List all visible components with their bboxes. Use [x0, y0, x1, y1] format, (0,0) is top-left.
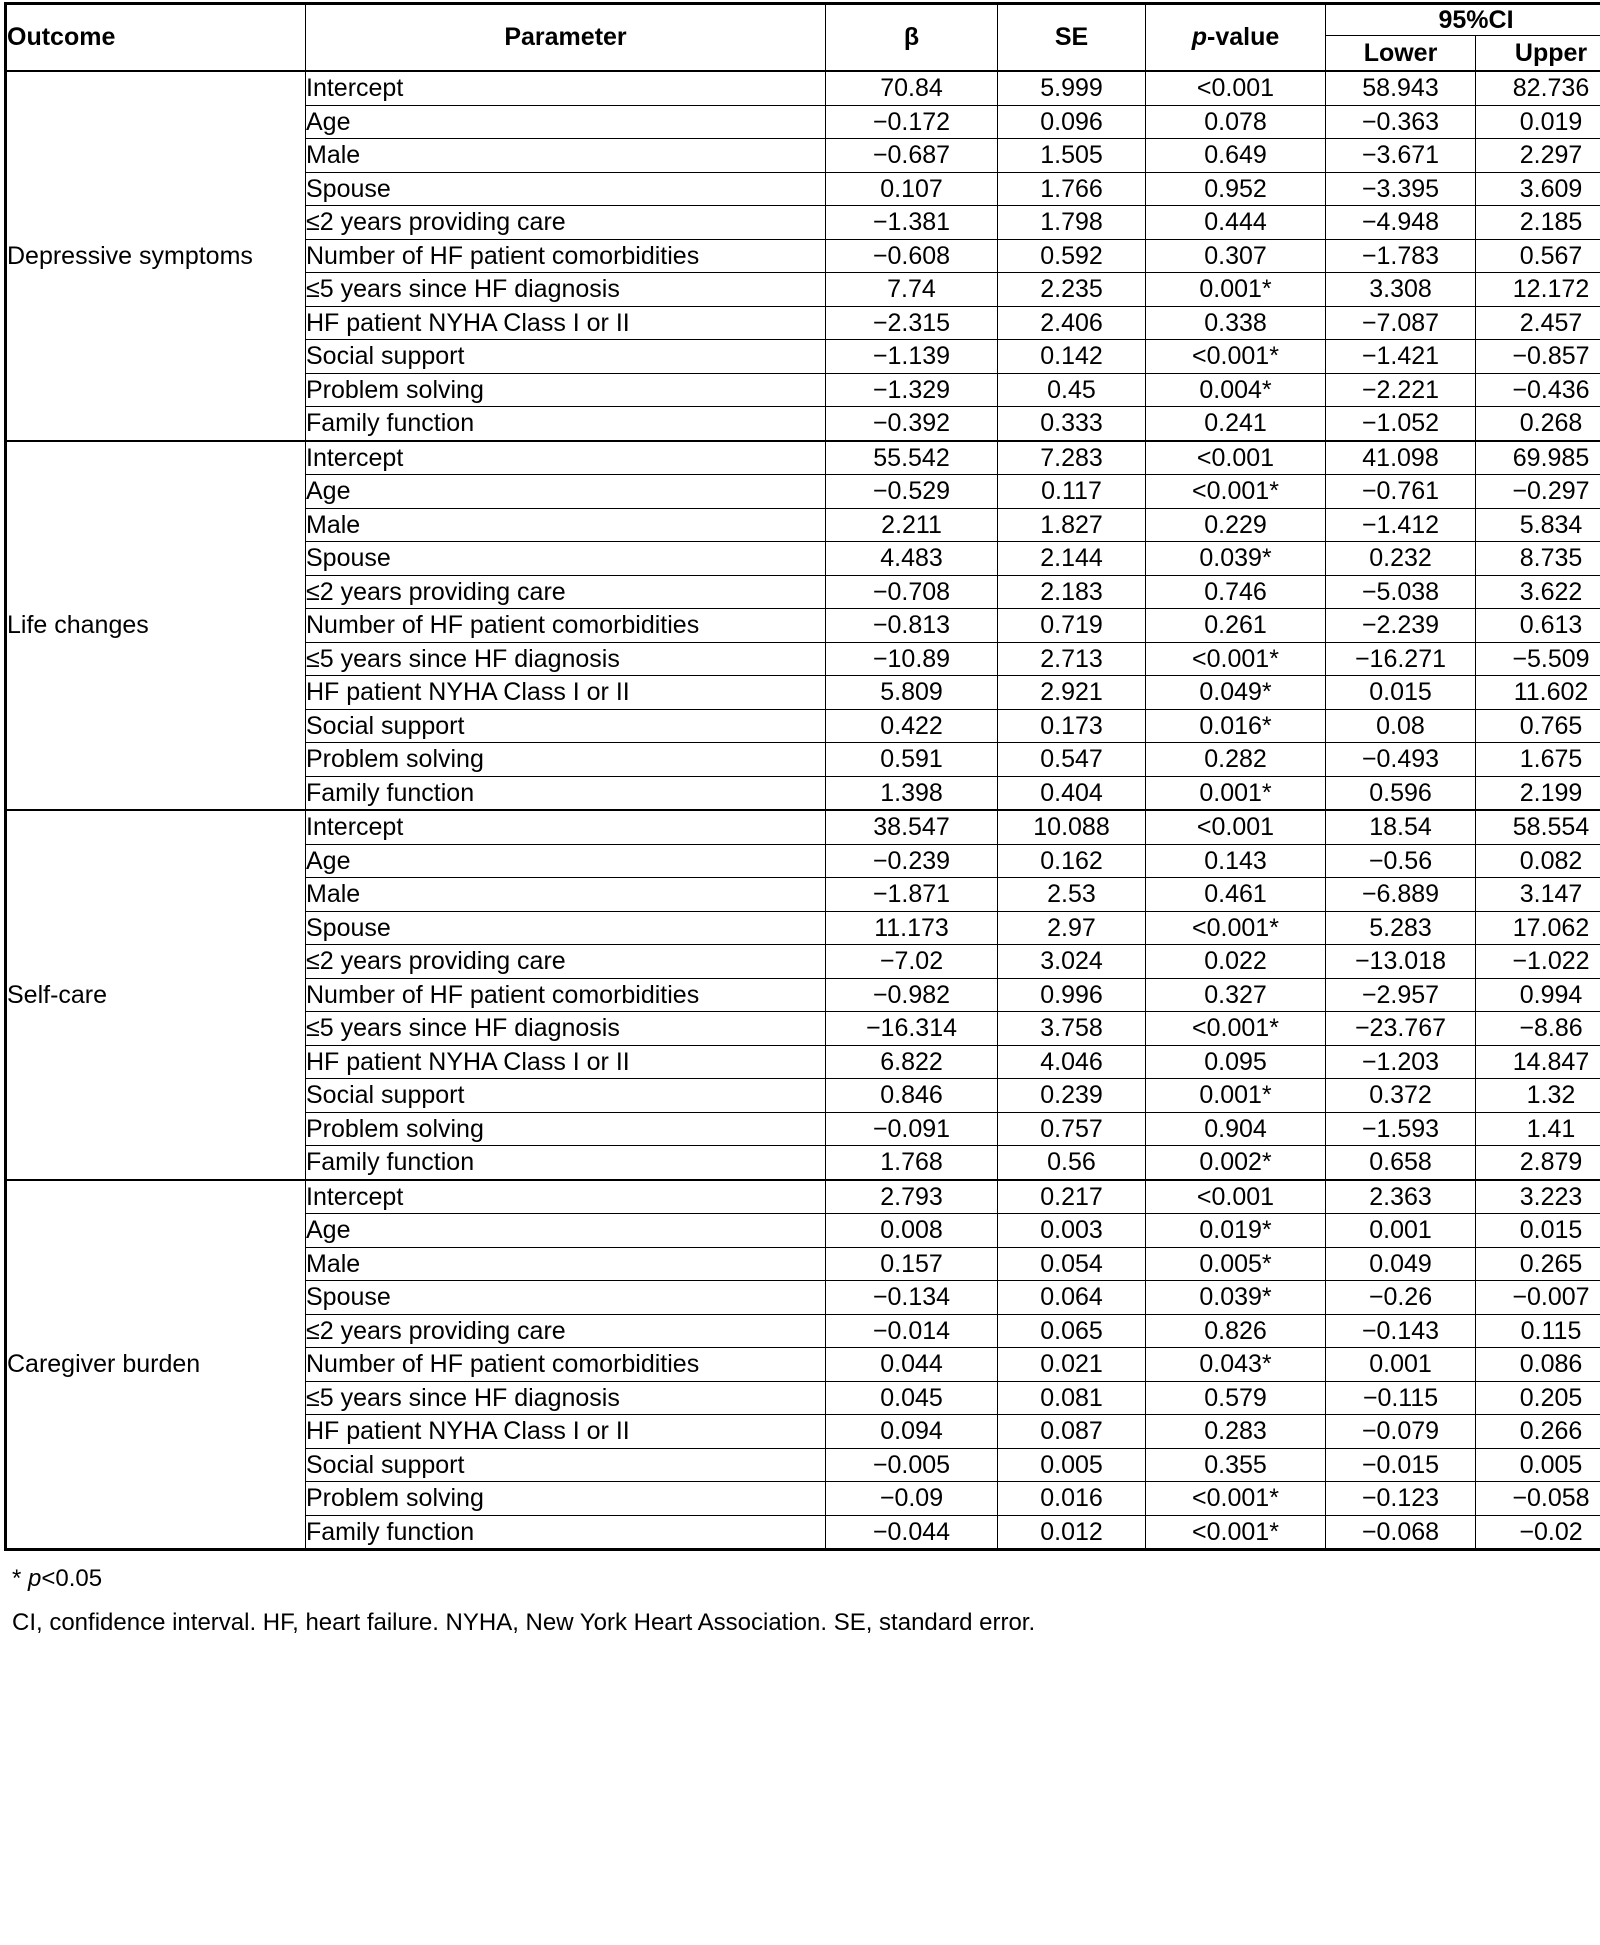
ci-upper-value: 0.567	[1476, 239, 1600, 273]
parameter-label: Intercept	[306, 441, 826, 475]
se-value: 0.087	[998, 1415, 1146, 1449]
se-value: 10.088	[998, 810, 1146, 844]
ci-lower-value: −1.203	[1326, 1045, 1476, 1079]
ci-lower-value: −2.957	[1326, 978, 1476, 1012]
ci-lower-value: −0.761	[1326, 475, 1476, 509]
beta-value: −0.608	[826, 239, 998, 273]
ci-lower-value: −0.26	[1326, 1281, 1476, 1315]
parameter-label: ≤2 years providing care	[306, 575, 826, 609]
ci-lower-value: −3.671	[1326, 139, 1476, 173]
outcome-label: Caregiver burden	[6, 1180, 306, 1550]
ci-lower-value: −16.271	[1326, 642, 1476, 676]
p-value: 0.355	[1146, 1448, 1326, 1482]
ci-upper-value: −0.436	[1476, 373, 1600, 407]
parameter-label: Male	[306, 1247, 826, 1281]
p-value: 0.002*	[1146, 1146, 1326, 1180]
ci-lower-value: −4.948	[1326, 206, 1476, 240]
ci-upper-value: 17.062	[1476, 911, 1600, 945]
ci-lower-value: −0.363	[1326, 105, 1476, 139]
beta-value: −0.091	[826, 1112, 998, 1146]
ci-upper-value: −8.86	[1476, 1012, 1600, 1046]
beta-value: 2.793	[826, 1180, 998, 1214]
parameter-label: ≤5 years since HF diagnosis	[306, 1012, 826, 1046]
ci-upper-value: 0.994	[1476, 978, 1600, 1012]
p-value: 0.338	[1146, 306, 1326, 340]
p-value: <0.001	[1146, 441, 1326, 475]
beta-value: 0.045	[826, 1381, 998, 1415]
se-value: 0.142	[998, 340, 1146, 374]
parameter-label: Problem solving	[306, 1112, 826, 1146]
p-value: <0.001*	[1146, 1482, 1326, 1516]
parameter-label: Number of HF patient comorbidities	[306, 1348, 826, 1382]
ci-upper-value: 2.879	[1476, 1146, 1600, 1180]
p-value: 0.261	[1146, 609, 1326, 643]
se-value: 0.56	[998, 1146, 1146, 1180]
ci-upper-value: 2.297	[1476, 139, 1600, 173]
parameter-label: Family function	[306, 407, 826, 441]
table-row	[6, 71, 1600, 105]
ci-upper-value: 5.834	[1476, 508, 1600, 542]
column-header-ci-upper: Upper	[1476, 36, 1600, 72]
parameter-label: Male	[306, 878, 826, 912]
p-value: 0.327	[1146, 978, 1326, 1012]
ci-upper-value: 58.554	[1476, 810, 1600, 844]
p-value: 0.001*	[1146, 776, 1326, 810]
p-value: 0.022	[1146, 945, 1326, 979]
column-header-ci: 95%CI	[1326, 4, 1600, 36]
beta-value: −0.134	[826, 1281, 998, 1315]
p-value: 0.746	[1146, 575, 1326, 609]
se-value: 0.404	[998, 776, 1146, 810]
ci-upper-value: −0.007	[1476, 1281, 1600, 1315]
se-value: 4.046	[998, 1045, 1146, 1079]
beta-value: 0.094	[826, 1415, 998, 1449]
p-value: 0.649	[1146, 139, 1326, 173]
se-value: 0.45	[998, 373, 1146, 407]
se-value: 2.97	[998, 911, 1146, 945]
ci-upper-value: −5.509	[1476, 642, 1600, 676]
ci-upper-value: 0.266	[1476, 1415, 1600, 1449]
ci-upper-value: 69.985	[1476, 441, 1600, 475]
beta-value: 0.044	[826, 1348, 998, 1382]
parameter-label: Intercept	[306, 810, 826, 844]
ci-upper-value: 3.223	[1476, 1180, 1600, 1214]
ci-lower-value: −1.593	[1326, 1112, 1476, 1146]
parameter-label: Age	[306, 1214, 826, 1248]
ci-upper-value: 1.32	[1476, 1079, 1600, 1113]
se-value: 1.827	[998, 508, 1146, 542]
se-value: 0.003	[998, 1214, 1146, 1248]
parameter-label: ≤5 years since HF diagnosis	[306, 273, 826, 307]
header-row-main	[6, 4, 1600, 36]
ci-upper-value: 3.622	[1476, 575, 1600, 609]
ci-lower-value: 18.54	[1326, 810, 1476, 844]
se-value: 2.53	[998, 878, 1146, 912]
parameter-label: Spouse	[306, 542, 826, 576]
p-value: 0.001*	[1146, 1079, 1326, 1113]
ci-lower-value: 0.001	[1326, 1348, 1476, 1382]
p-value: <0.001*	[1146, 1515, 1326, 1550]
p-value: 0.005*	[1146, 1247, 1326, 1281]
ci-upper-value: 0.265	[1476, 1247, 1600, 1281]
se-value: 2.235	[998, 273, 1146, 307]
ci-lower-value: −6.889	[1326, 878, 1476, 912]
p-value: 0.039*	[1146, 1281, 1326, 1315]
ci-upper-value: 0.205	[1476, 1381, 1600, 1415]
beta-value: 0.846	[826, 1079, 998, 1113]
parameter-label: Spouse	[306, 1281, 826, 1315]
se-value: 2.406	[998, 306, 1146, 340]
p-value: 0.461	[1146, 878, 1326, 912]
ci-lower-value: −0.123	[1326, 1482, 1476, 1516]
parameter-label: Spouse	[306, 172, 826, 206]
p-value: 0.019*	[1146, 1214, 1326, 1248]
ci-upper-value: 3.609	[1476, 172, 1600, 206]
p-value: 0.229	[1146, 508, 1326, 542]
p-value-suffix: -value	[1207, 23, 1280, 52]
p-value: <0.001	[1146, 810, 1326, 844]
se-value: 2.144	[998, 542, 1146, 576]
ci-upper-value: 0.765	[1476, 709, 1600, 743]
beta-value: 7.74	[826, 273, 998, 307]
footnote-threshold: <0.05	[41, 1565, 103, 1592]
se-value: 0.333	[998, 407, 1146, 441]
ci-upper-value: 82.736	[1476, 71, 1600, 105]
parameter-label: Family function	[306, 1146, 826, 1180]
p-value: 0.241	[1146, 407, 1326, 441]
ci-lower-value: −5.038	[1326, 575, 1476, 609]
ci-lower-value: −0.079	[1326, 1415, 1476, 1449]
beta-value: −16.314	[826, 1012, 998, 1046]
beta-value: −0.392	[826, 407, 998, 441]
beta-value: 38.547	[826, 810, 998, 844]
footnote-italic-p: p	[28, 1565, 42, 1592]
ci-upper-value: 0.082	[1476, 844, 1600, 878]
parameter-label: Problem solving	[306, 743, 826, 777]
parameter-label: Social support	[306, 340, 826, 374]
parameter-label: ≤2 years providing care	[306, 206, 826, 240]
ci-lower-value: −13.018	[1326, 945, 1476, 979]
table-row	[6, 441, 1600, 475]
p-value: 0.004*	[1146, 373, 1326, 407]
ci-upper-value: 0.613	[1476, 609, 1600, 643]
ci-lower-value: −2.239	[1326, 609, 1476, 643]
ci-upper-value: 8.735	[1476, 542, 1600, 576]
se-value: 0.592	[998, 239, 1146, 273]
parameter-label: Family function	[306, 1515, 826, 1550]
ci-upper-value: −0.02	[1476, 1515, 1600, 1550]
se-value: 0.096	[998, 105, 1146, 139]
se-value: 0.021	[998, 1348, 1146, 1382]
parameter-label: Male	[306, 139, 826, 173]
p-value-italic-p: p	[1191, 23, 1207, 52]
footnote-significance	[12, 1561, 1596, 1597]
outcome-label: Depressive symptoms	[6, 71, 306, 441]
se-value: 0.005	[998, 1448, 1146, 1482]
se-value: 0.065	[998, 1314, 1146, 1348]
beta-value: 4.483	[826, 542, 998, 576]
se-value: 0.173	[998, 709, 1146, 743]
p-value: 0.444	[1146, 206, 1326, 240]
se-value: 0.996	[998, 978, 1146, 1012]
beta-value: −0.172	[826, 105, 998, 139]
parameter-label: Age	[306, 475, 826, 509]
ci-lower-value: −0.56	[1326, 844, 1476, 878]
column-header-ci-lower: Lower	[1326, 36, 1476, 72]
beta-value: −1.329	[826, 373, 998, 407]
beta-value: −10.89	[826, 642, 998, 676]
p-value: 0.826	[1146, 1314, 1326, 1348]
ci-upper-value: −0.297	[1476, 475, 1600, 509]
p-value: 0.016*	[1146, 709, 1326, 743]
ci-lower-value: 0.001	[1326, 1214, 1476, 1248]
ci-lower-value: 2.363	[1326, 1180, 1476, 1214]
parameter-label: Number of HF patient comorbidities	[306, 239, 826, 273]
beta-value: −0.044	[826, 1515, 998, 1550]
beta-value: 55.542	[826, 441, 998, 475]
se-value: 0.162	[998, 844, 1146, 878]
table-row	[6, 810, 1600, 844]
parameter-label: Intercept	[306, 71, 826, 105]
ci-lower-value: 0.049	[1326, 1247, 1476, 1281]
parameter-label: Spouse	[306, 911, 826, 945]
beta-value: −0.014	[826, 1314, 998, 1348]
p-value: <0.001	[1146, 71, 1326, 105]
beta-value: 5.809	[826, 676, 998, 710]
p-value: <0.001*	[1146, 340, 1326, 374]
parameter-label: Male	[306, 508, 826, 542]
se-value: 5.999	[998, 71, 1146, 105]
ci-lower-value: −0.143	[1326, 1314, 1476, 1348]
ci-lower-value: 0.658	[1326, 1146, 1476, 1180]
p-value: 0.049*	[1146, 676, 1326, 710]
parameter-label: Age	[306, 844, 826, 878]
se-value: 1.798	[998, 206, 1146, 240]
ci-upper-value: 0.019	[1476, 105, 1600, 139]
column-header-parameter: Parameter	[306, 4, 826, 72]
ci-lower-value: −1.421	[1326, 340, 1476, 374]
beta-value: 0.591	[826, 743, 998, 777]
column-header-p-value	[1146, 4, 1326, 72]
ci-lower-value: 0.372	[1326, 1079, 1476, 1113]
ci-lower-value: −0.015	[1326, 1448, 1476, 1482]
ci-lower-value: 41.098	[1326, 441, 1476, 475]
se-value: 0.117	[998, 475, 1146, 509]
p-value: <0.001*	[1146, 1012, 1326, 1046]
beta-value: 1.398	[826, 776, 998, 810]
footnote-star: *	[12, 1565, 22, 1592]
beta-value: −0.813	[826, 609, 998, 643]
parameter-label: Problem solving	[306, 1482, 826, 1516]
se-value: 3.024	[998, 945, 1146, 979]
beta-value: −0.09	[826, 1482, 998, 1516]
parameter-label: ≤2 years providing care	[306, 1314, 826, 1348]
ci-lower-value: 0.232	[1326, 542, 1476, 576]
se-value: 0.016	[998, 1482, 1146, 1516]
beta-value: −1.139	[826, 340, 998, 374]
ci-lower-value: −1.412	[1326, 508, 1476, 542]
se-value: 7.283	[998, 441, 1146, 475]
ci-lower-value: −7.087	[1326, 306, 1476, 340]
ci-lower-value: −0.115	[1326, 1381, 1476, 1415]
parameter-label: HF patient NYHA Class I or II	[306, 306, 826, 340]
beta-value: 0.008	[826, 1214, 998, 1248]
beta-value: 1.768	[826, 1146, 998, 1180]
ci-lower-value: −3.395	[1326, 172, 1476, 206]
p-value: 0.143	[1146, 844, 1326, 878]
p-value: 0.307	[1146, 239, 1326, 273]
ci-lower-value: −1.052	[1326, 407, 1476, 441]
se-value: 0.012	[998, 1515, 1146, 1550]
p-value: <0.001	[1146, 1180, 1326, 1214]
table-body	[6, 71, 1600, 1550]
ci-upper-value: 1.41	[1476, 1112, 1600, 1146]
p-value: 0.579	[1146, 1381, 1326, 1415]
ci-upper-value: 2.457	[1476, 306, 1600, 340]
p-value: 0.043*	[1146, 1348, 1326, 1382]
p-value: 0.282	[1146, 743, 1326, 777]
se-value: 1.766	[998, 172, 1146, 206]
p-value: 0.952	[1146, 172, 1326, 206]
ci-upper-value: 11.602	[1476, 676, 1600, 710]
parameter-label: HF patient NYHA Class I or II	[306, 1045, 826, 1079]
se-value: 0.054	[998, 1247, 1146, 1281]
se-value: 0.217	[998, 1180, 1146, 1214]
beta-value: −0.708	[826, 575, 998, 609]
ci-lower-value: 3.308	[1326, 273, 1476, 307]
ci-lower-value: −23.767	[1326, 1012, 1476, 1046]
beta-value: −0.982	[826, 978, 998, 1012]
p-value: 0.039*	[1146, 542, 1326, 576]
ci-upper-value: 0.268	[1476, 407, 1600, 441]
ci-upper-value: 2.185	[1476, 206, 1600, 240]
parameter-label: HF patient NYHA Class I or II	[306, 676, 826, 710]
table-row	[6, 1180, 1600, 1214]
se-value: 2.921	[998, 676, 1146, 710]
table-header	[6, 4, 1600, 72]
se-value: 0.719	[998, 609, 1146, 643]
parameter-label: Problem solving	[306, 373, 826, 407]
beta-value: −1.871	[826, 878, 998, 912]
column-header-se: SE	[998, 4, 1146, 72]
ci-upper-value: 2.199	[1476, 776, 1600, 810]
ci-upper-value: −1.022	[1476, 945, 1600, 979]
beta-value: 70.84	[826, 71, 998, 105]
ci-upper-value: 1.675	[1476, 743, 1600, 777]
ci-upper-value: 3.147	[1476, 878, 1600, 912]
parameter-label: Social support	[306, 1079, 826, 1113]
se-value: 0.547	[998, 743, 1146, 777]
ci-upper-value: −0.857	[1476, 340, 1600, 374]
ci-lower-value: 0.08	[1326, 709, 1476, 743]
se-value: 0.064	[998, 1281, 1146, 1315]
beta-value: −0.005	[826, 1448, 998, 1482]
parameter-label: ≤5 years since HF diagnosis	[306, 1381, 826, 1415]
ci-lower-value: −0.068	[1326, 1515, 1476, 1550]
parameter-label: Intercept	[306, 1180, 826, 1214]
beta-value: 11.173	[826, 911, 998, 945]
ci-upper-value: 0.115	[1476, 1314, 1600, 1348]
ci-lower-value: −0.493	[1326, 743, 1476, 777]
p-value: 0.904	[1146, 1112, 1326, 1146]
p-value: 0.001*	[1146, 273, 1326, 307]
parameter-label: Number of HF patient comorbidities	[306, 978, 826, 1012]
beta-value: −0.239	[826, 844, 998, 878]
p-value: 0.095	[1146, 1045, 1326, 1079]
se-value: 3.758	[998, 1012, 1146, 1046]
parameter-label: ≤2 years providing care	[306, 945, 826, 979]
parameter-label: Social support	[306, 1448, 826, 1482]
se-value: 2.183	[998, 575, 1146, 609]
beta-value: −1.381	[826, 206, 998, 240]
beta-value: −0.687	[826, 139, 998, 173]
footnotes	[4, 1561, 1596, 1641]
se-value: 1.505	[998, 139, 1146, 173]
beta-value: −7.02	[826, 945, 998, 979]
beta-value: −2.315	[826, 306, 998, 340]
beta-value: 0.107	[826, 172, 998, 206]
parameter-label: ≤5 years since HF diagnosis	[306, 642, 826, 676]
ci-lower-value: 5.283	[1326, 911, 1476, 945]
parameter-label: Social support	[306, 709, 826, 743]
parameter-label: HF patient NYHA Class I or II	[306, 1415, 826, 1449]
beta-value: 2.211	[826, 508, 998, 542]
beta-value: −0.529	[826, 475, 998, 509]
column-header-outcome: Outcome	[6, 4, 306, 72]
p-value: <0.001*	[1146, 475, 1326, 509]
p-value: 0.283	[1146, 1415, 1326, 1449]
p-value: <0.001*	[1146, 911, 1326, 945]
column-header-beta: β	[826, 4, 998, 72]
se-value: 0.081	[998, 1381, 1146, 1415]
ci-upper-value: 0.086	[1476, 1348, 1600, 1382]
outcome-label: Self-care	[6, 810, 306, 1180]
ci-upper-value: 0.015	[1476, 1214, 1600, 1248]
ci-upper-value: 14.847	[1476, 1045, 1600, 1079]
parameter-label: Age	[306, 105, 826, 139]
ci-lower-value: 0.596	[1326, 776, 1476, 810]
parameter-label: Number of HF patient comorbidities	[306, 609, 826, 643]
ci-upper-value: −0.058	[1476, 1482, 1600, 1516]
parameter-label: Family function	[306, 776, 826, 810]
beta-value: 0.157	[826, 1247, 998, 1281]
ci-lower-value: 58.943	[1326, 71, 1476, 105]
p-value: 0.078	[1146, 105, 1326, 139]
beta-value: 6.822	[826, 1045, 998, 1079]
se-value: 0.757	[998, 1112, 1146, 1146]
regression-results-table	[4, 2, 1600, 1551]
ci-upper-value: 12.172	[1476, 273, 1600, 307]
ci-lower-value: −2.221	[1326, 373, 1476, 407]
ci-lower-value: 0.015	[1326, 676, 1476, 710]
se-value: 2.713	[998, 642, 1146, 676]
footnote-abbreviations: CI, confidence interval. HF, heart failure. NYHA, New York Heart Association. SE, standard error.	[12, 1609, 1036, 1636]
ci-lower-value: −1.783	[1326, 239, 1476, 273]
outcome-label: Life changes	[6, 441, 306, 811]
ci-upper-value: 0.005	[1476, 1448, 1600, 1482]
se-value: 0.239	[998, 1079, 1146, 1113]
beta-value: 0.422	[826, 709, 998, 743]
p-value: <0.001*	[1146, 642, 1326, 676]
